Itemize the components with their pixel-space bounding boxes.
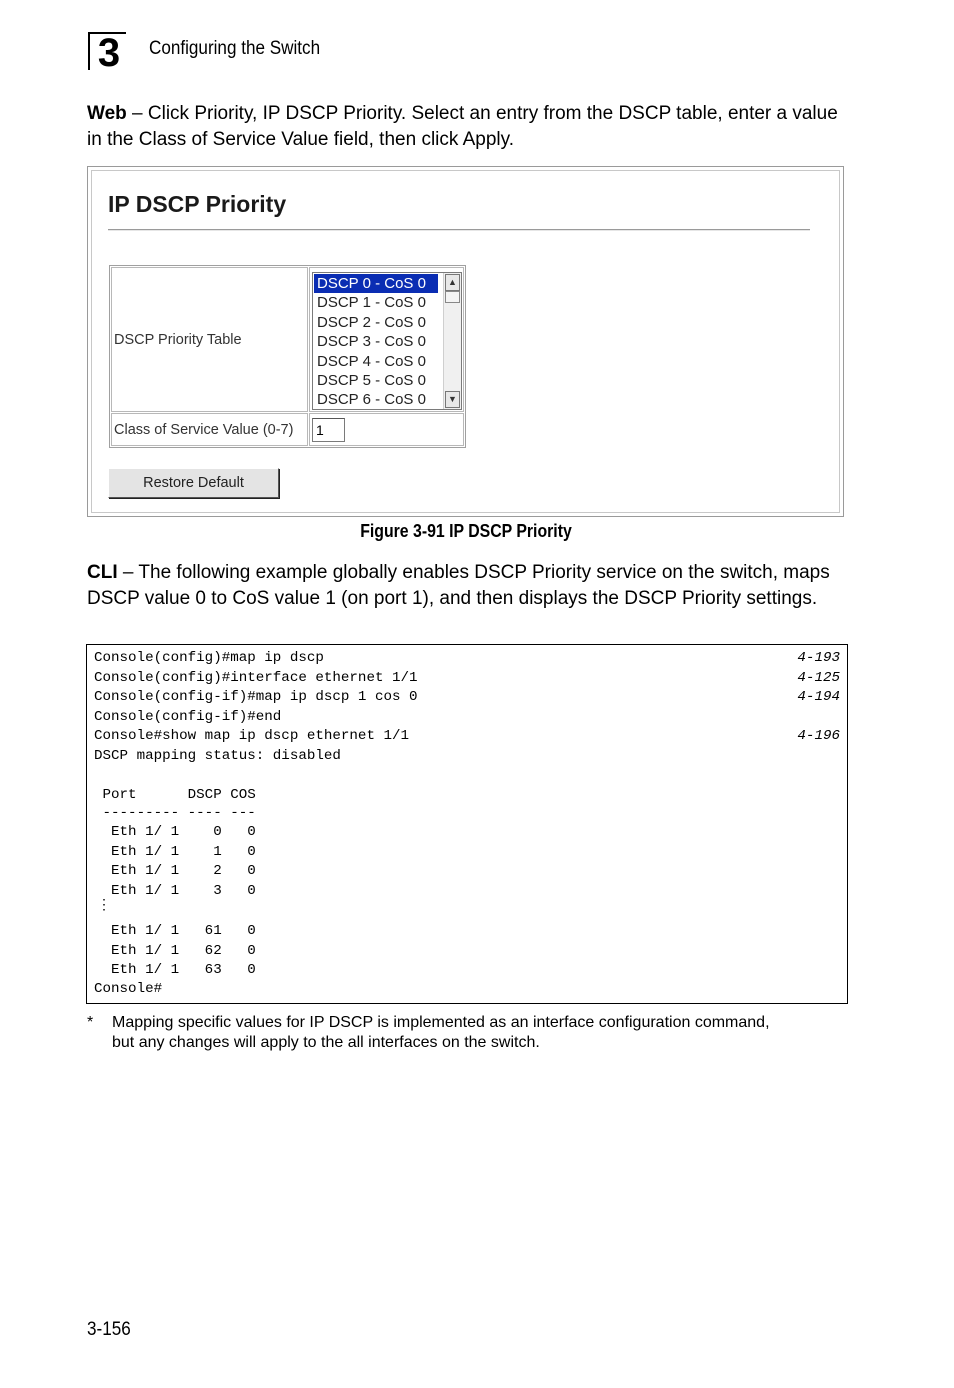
- dscp-list-option[interactable]: DSCP 0 - CoS 0: [314, 274, 438, 293]
- code-line: [94, 669, 840, 689]
- figure-caption: Figure 3-91 IP DSCP Priority: [360, 521, 572, 541]
- dscp-table-label-cell: [111, 267, 308, 412]
- code-text: Eth 1/ 1 2 0: [94, 863, 256, 879]
- footnote-marker: *: [87, 1014, 94, 1031]
- command-reference: 4-196: [797, 728, 840, 744]
- footnote-text: Mapping specific values for IP DSCP is implemented as an interface configuration command, but any changes will apply to the all interfaces on the switch.: [112, 1014, 770, 1051]
- cos-label-cell: [111, 413, 308, 446]
- dscp-table-list-cell: [309, 267, 464, 412]
- cli-code-block: [86, 644, 848, 1004]
- ui-page-title: IP DSCP Priority: [108, 191, 287, 217]
- screenshot-panel: [91, 170, 840, 513]
- web-text: – Click Priority, IP DSCP Priority. Select an entry from the DSCP table, enter a value in the Class of Service Value field, then click Apply.: [87, 103, 838, 150]
- cos-input-cell: [309, 413, 464, 446]
- code-line: [94, 980, 840, 1000]
- code-text: Eth 1/ 1 1 0: [94, 843, 256, 860]
- dscp-priority-listbox[interactable]: [312, 272, 462, 410]
- dscp-table-label: DSCP Priority Table: [114, 331, 242, 348]
- code-line: [94, 786, 840, 806]
- code-line: [94, 804, 840, 824]
- dscp-list-option[interactable]: DSCP 6 - CoS 0: [317, 391, 426, 409]
- code-text: DSCP mapping status: disabled: [94, 747, 341, 764]
- ip-dscp-priority-screenshot: [87, 166, 844, 517]
- restore-default-button[interactable]: Restore Default: [108, 468, 279, 498]
- code-line: [94, 688, 840, 708]
- dscp-list-option[interactable]: DSCP 4 - CoS 0: [317, 352, 426, 370]
- cli-instructions: [87, 560, 857, 611]
- scroll-thumb[interactable]: [445, 291, 460, 303]
- code-line: [94, 922, 840, 942]
- title-divider: [108, 229, 810, 231]
- code-line: [94, 823, 840, 843]
- command-reference: 4-125: [797, 669, 840, 686]
- code-line: [94, 961, 840, 981]
- code-text: --------- ---- ---: [94, 805, 256, 821]
- dscp-list: [313, 273, 461, 410]
- code-text: Console(config)#map ip dscp: [94, 650, 324, 666]
- web-instructions: [87, 101, 857, 152]
- scroll-up-icon[interactable]: ▲: [445, 274, 460, 291]
- chapter-number: 3: [88, 32, 126, 70]
- command-reference: 4-194: [797, 689, 840, 705]
- code-text: Port DSCP COS: [94, 786, 256, 803]
- web-lead: Web: [87, 103, 127, 124]
- code-text: Console#: [94, 981, 163, 997]
- code-text: Console#show map ip dscp ethernet 1/1: [94, 728, 410, 744]
- code-text: Eth 1/ 1 0 0: [94, 824, 256, 840]
- cli-text: – The following example globally enables DSCP Priority service on the switch, maps DSCP value 0 to CoS value 1 (on port 1), and then displays the DSCP Priority settings.: [87, 562, 830, 609]
- cos-value-label: Class of Service Value (0-7): [114, 421, 294, 438]
- command-reference: 4-193: [797, 650, 840, 666]
- code-line: [94, 843, 840, 863]
- code-ellipsis: ⋮: [97, 896, 111, 912]
- cli-lead: CLI: [87, 562, 118, 583]
- dscp-list-option[interactable]: DSCP 5 - CoS 0: [317, 371, 426, 389]
- dscp-list-option[interactable]: DSCP 2 - CoS 0: [317, 313, 426, 331]
- dscp-list-option[interactable]: DSCP 3 - CoS 0: [317, 333, 426, 351]
- code-text: Console(config-if)#end: [94, 708, 282, 725]
- dscp-list-option[interactable]: DSCP 1 - CoS 0: [317, 294, 426, 312]
- code-line: [94, 882, 840, 902]
- code-text: Eth 1/ 1 63 0: [94, 962, 256, 978]
- code-text: Console(config)#interface ethernet 1/1: [94, 669, 418, 686]
- chapter-title: Configuring the Switch: [149, 38, 321, 59]
- page-number: 3-156: [87, 1319, 131, 1340]
- code-text: Console(config-if)#map ip dscp 1 cos 0: [94, 689, 418, 705]
- code-line: [94, 708, 840, 728]
- scroll-down-icon[interactable]: ▼: [445, 391, 460, 408]
- code-text: Eth 1/ 1 3 0: [94, 882, 256, 899]
- cos-value-input[interactable]: [312, 418, 345, 442]
- code-text: Eth 1/ 1 61 0: [94, 923, 256, 939]
- dscp-form-table: [109, 265, 466, 448]
- code-line: [94, 766, 840, 786]
- code-text: Eth 1/ 1 62 0: [94, 942, 256, 959]
- code-line: [94, 649, 840, 669]
- listbox-scrollbar[interactable]: [443, 273, 461, 409]
- code-line: [94, 862, 840, 882]
- code-line: [94, 727, 840, 747]
- code-line: [94, 747, 840, 767]
- code-line: [94, 942, 840, 962]
